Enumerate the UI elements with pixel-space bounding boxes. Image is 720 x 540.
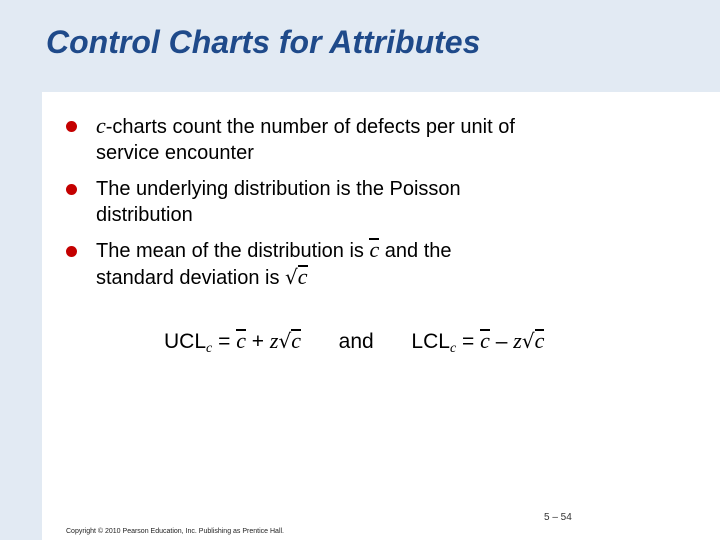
bullet-dot-icon [66,121,77,132]
sqrt-icon: √ [278,329,292,353]
c-bar-variable: c [480,328,490,353]
c-variable: c [96,113,106,138]
bullet-1-line-1 [96,113,656,140]
sqrt-icon: √ [521,329,535,353]
sqrt-c-expression [285,264,308,291]
page-number: 5 – 54 [544,512,572,523]
lcl-formula [411,328,545,356]
bullet-2-line-1: The underlying distribution is the Poisson [96,178,461,200]
ucl-label: UCL [164,330,207,353]
bullet-1-text [96,113,656,166]
control-limit-formulas [164,328,544,357]
side-band [0,92,42,540]
z-variable: z [269,328,279,353]
ucl-subscript: c [206,341,213,356]
content-corner [42,92,58,108]
bullet-1-line-2: service encounter [96,142,254,164]
equals-sign: = [218,330,231,353]
bullet-3-line-1-post: and the [379,240,452,262]
c-bar-variable: c [534,328,545,353]
sqrt-icon: √ [285,265,298,289]
bullet-2-line-2: distribution [96,204,193,226]
bullet-dot-icon [66,246,77,257]
ucl-formula [164,328,307,356]
lcl-subscript: c [449,341,457,356]
bullet-1-line-1-rest: -charts count the number of defects per unit of [105,116,515,138]
bullet-3-line-2-pre: standard deviation is [96,267,286,289]
c-bar-variable: c [291,328,301,353]
bullet-3-text [96,238,656,291]
slide-title: Control Charts for Attributes [46,24,481,60]
bullet-dot-icon [66,184,77,195]
z-variable: z [513,328,522,353]
c-bar-variable: c [369,237,380,262]
bullet-3-line-1-pre: The mean of the distribution is [96,240,370,262]
bullet-3-line-2 [96,264,656,291]
bullet-3-line-1 [96,238,656,264]
equals-sign: = [462,330,475,353]
plus-sign: + [251,330,265,353]
c-bar-variable: c [297,264,308,289]
and-word: and [338,330,374,353]
c-bar-variable: c [236,328,246,353]
bullet-2-text [96,176,656,228]
minus-sign: – [495,330,508,353]
lcl-label: LCL [411,330,450,353]
sqrt-c-expression [522,329,545,354]
sqrt-c-expression [278,329,301,354]
copyright-notice: Copyright © 2010 Pearson Education, Inc. Publishing as Prentice Hall. [66,528,285,535]
